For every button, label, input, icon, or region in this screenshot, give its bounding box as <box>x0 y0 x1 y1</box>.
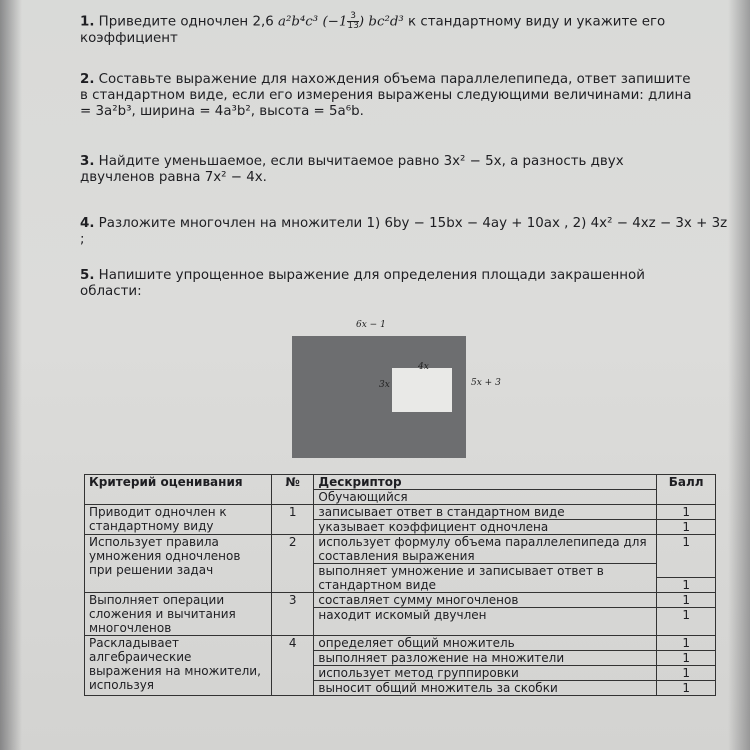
table-row <box>85 636 716 696</box>
score-cell <box>657 505 716 535</box>
task-5-line-2: области: <box>80 284 142 299</box>
figure-inner-height-label: 3x <box>379 380 390 390</box>
task-3 <box>80 154 730 186</box>
figure-inner-width-label: 4x <box>418 362 429 372</box>
score-item: 1 <box>657 636 715 651</box>
header-criterion: Критерий оценивания <box>85 475 272 505</box>
page-shadow-right <box>728 0 750 750</box>
task-2 <box>80 72 730 120</box>
score-cell <box>657 636 716 696</box>
number-cell: 4 <box>271 636 313 696</box>
task-2-line-3: = 3a²b³, ширина = 4a³b², высота = 5a⁶b. <box>80 104 364 119</box>
descriptor-item: использует формулу объема параллелепипеда для составления выражения <box>314 535 656 564</box>
descriptor-item: определяет общий множитель <box>314 636 656 651</box>
table-header-row <box>85 475 716 505</box>
score-item: 1 <box>657 505 715 520</box>
criterion-cell: Приводит одночлен к стандартному виду <box>85 505 272 535</box>
table-row <box>85 535 716 593</box>
score-item: 1 <box>682 578 690 592</box>
table-row <box>85 593 716 636</box>
descriptor-item: находит искомый двучлен <box>318 608 487 622</box>
descriptor-item: использует метод группировки <box>314 666 656 681</box>
task-1-text-b: к стандартному виду и укажите его коэффициент <box>80 14 666 46</box>
task-1-monomial-part1: a²b⁴c³ <box>278 14 319 30</box>
score-item: 1 <box>657 651 715 666</box>
task-5 <box>80 268 730 300</box>
task-2-number: 2. <box>80 72 95 87</box>
descriptor-cell <box>314 593 657 636</box>
page-shadow-left <box>0 0 22 750</box>
task-1-monomial-part2: bc²d³ <box>368 14 404 30</box>
task-2-line-1: Составьте выражение для нахождения объема параллелепипеда, ответ запишите <box>98 72 691 87</box>
descriptor-item: выполняет разложение на множители <box>314 651 656 666</box>
score-item: 1 <box>682 608 690 622</box>
task-1-text-a: Приведите одночлен 2,6 <box>98 14 274 30</box>
task-3-line-2: двучленов равна 7x² − 4x. <box>80 170 267 185</box>
task-4-number: 4. <box>80 216 95 231</box>
score-item: 1 <box>682 520 690 534</box>
task-4 <box>80 216 730 248</box>
criterion-cell: Использует правила умножения одночленов при решении задач <box>85 535 272 593</box>
header-score: Балл <box>657 475 716 505</box>
number-cell: 1 <box>271 505 313 535</box>
score-item: 1 <box>682 681 690 695</box>
task-1-number: 1. <box>80 14 95 30</box>
inner-white-rectangle <box>392 368 452 412</box>
task-1 <box>80 12 730 47</box>
descriptor-cell <box>314 535 657 593</box>
shaded-region-figure <box>292 336 466 458</box>
task-3-number: 3. <box>80 154 95 169</box>
task-1-fraction <box>347 12 358 31</box>
header-number: № <box>271 475 313 505</box>
header-student-label: Обучающийся <box>318 490 408 504</box>
descriptor-item: выносит общий множитель за скобки <box>318 681 558 695</box>
descriptor-item: составляет сумму многочленов <box>314 593 656 608</box>
number-cell: 3 <box>271 593 313 636</box>
figure-top-label: 6x − 1 <box>356 320 386 330</box>
grading-table <box>84 474 716 696</box>
figure-right-label: 5x + 3 <box>471 378 501 388</box>
descriptor-item: записывает ответ в стандартном виде <box>314 505 656 520</box>
task-1-close-paren: ) <box>358 14 365 30</box>
score-item: 1 <box>657 535 715 578</box>
task-5-number: 5. <box>80 268 95 283</box>
criterion-cell: Раскладывает алгебраические выражения на множители, используя <box>85 636 272 696</box>
score-item: 1 <box>657 593 715 608</box>
fraction-denominator: 13 <box>347 21 359 31</box>
number-cell: 2 <box>271 535 313 593</box>
score-item: 1 <box>657 666 715 681</box>
descriptor-item: указывает коэффициент одночлена <box>318 520 549 534</box>
descriptor-cell <box>314 505 657 535</box>
task-2-line-2: в стандартном виде, если его измерения выражены следующими величинами: длина <box>80 88 692 103</box>
score-cell <box>657 593 716 636</box>
header-descriptor-label: Дескриптор <box>314 475 656 490</box>
task-5-line-1: Напишите упрощенное выражение для определения площади закрашенной <box>98 268 645 283</box>
table-row <box>85 505 716 535</box>
task-4-text: Разложите многочлен на множители 1) 6by − 15bx − 4ay + 10ax , 2) 4x² − 4xz − 3x + 3z ; <box>80 216 728 247</box>
descriptor-cell <box>314 636 657 696</box>
fraction-numerator: 3 <box>347 12 358 22</box>
descriptor-item: выполняет умножение и записывает ответ в стандартном виде <box>318 564 604 592</box>
header-descriptor <box>314 475 657 505</box>
criterion-cell: Выполняет операции сложения и вычитания многочленов <box>85 593 272 636</box>
score-cell <box>657 535 716 593</box>
task-1-mixed-number: (−1 <box>322 14 348 30</box>
task-3-line-1: Найдите уменьшаемое, если вычитаемое равно 3x² − 5x, а разность двух <box>98 154 624 169</box>
